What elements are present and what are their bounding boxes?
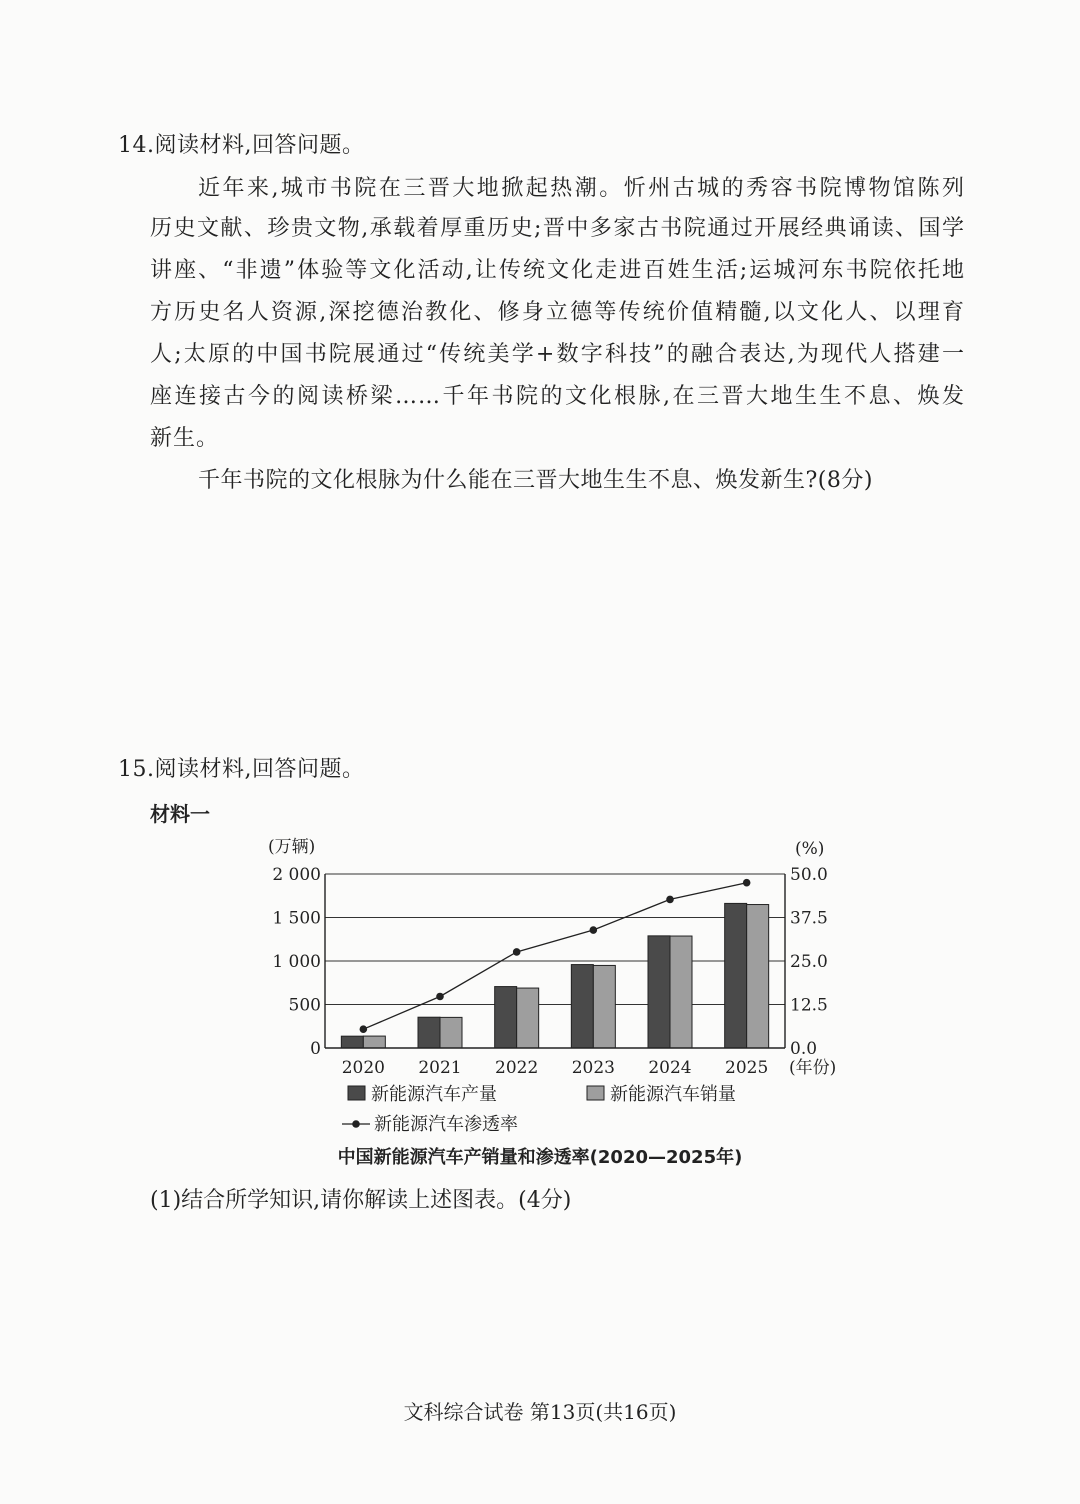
paragraph-line: 新生。 (150, 426, 220, 451)
bar-production (341, 1036, 363, 1048)
y-right-unit: (%) (795, 839, 825, 859)
x-tick-label: 2025 (725, 1058, 769, 1078)
y-right-tick-label: 12.5 (790, 995, 828, 1016)
paragraph-line: 方历史名人资源,深挖德治教化、修身立德等传统价值精髓,以文化人、以理育 (150, 300, 965, 325)
y-left-tick-label: 2 000 (272, 865, 321, 885)
paragraph-line: 近年来,城市书院在三晋大地掀起热潮。忻州古城的秀容书院博物馆陈列 (198, 176, 965, 201)
bar-production (495, 987, 517, 1048)
x-tick-label: 2024 (648, 1058, 692, 1078)
y-left-tick-label: 0 (310, 1039, 321, 1059)
paragraph-line: 讲座、“非遗”体验等文化活动,让传统文化走进百姓生活;运城河东书院依托地 (150, 258, 965, 283)
bar-sales (670, 936, 692, 1048)
y-left-tick-label: 500 (288, 995, 321, 1016)
y-left-tick-label: 1 000 (272, 952, 321, 972)
y-right-tick-label: 37.5 (790, 908, 828, 929)
bar-production (725, 903, 747, 1048)
bar-production (418, 1017, 440, 1048)
legend-swatch-production (348, 1086, 365, 1100)
penetration-point (513, 948, 521, 956)
bar-sales (593, 965, 615, 1048)
legend-swatch-point (352, 1120, 360, 1128)
x-tick-label: 2021 (418, 1058, 462, 1078)
q14-heading: 14.阅读材料,回答问题。 (118, 133, 365, 158)
q14-question: 千年书院的文化根脉为什么能在三晋大地生生不息、焕发新生?(8分) (198, 468, 873, 493)
penetration-point (360, 1025, 368, 1033)
paragraph-line: 座连接古今的阅读桥梁……千年书院的文化根脉,在三晋大地生生不息、焕发 (150, 384, 965, 409)
chart (250, 826, 870, 1142)
bar-sales (517, 988, 539, 1048)
y-left-unit: (万辆) (268, 837, 316, 857)
legend-swatch-sales (587, 1086, 604, 1100)
y-right-tick-label: 50.0 (790, 865, 828, 885)
penetration-point (436, 993, 444, 1001)
sub-question-1: (1)结合所学知识,请你解读上述图表。(4分) (150, 1188, 572, 1213)
material-label: 材料一 (150, 802, 210, 826)
paragraph-line: 人;太原的中国书院展通过“传统美学+数字科技”的融合表达,为现代人搭建一 (150, 342, 965, 367)
x-tick-label: 2020 (341, 1058, 385, 1078)
q15-heading: 15.阅读材料,回答问题。 (118, 757, 365, 782)
penetration-point (590, 926, 598, 934)
bar-sales (440, 1017, 462, 1048)
y-right-tick-label: 0.0 (790, 1039, 818, 1059)
y-left-tick-label: 1 500 (272, 908, 321, 929)
x-unit: (年份) (789, 1058, 837, 1078)
legend-label-sales: 新能源汽车销量 (610, 1084, 736, 1105)
y-right-tick-label: 25.0 (790, 952, 828, 972)
legend-label-production: 新能源汽车产量 (371, 1084, 497, 1105)
bar-sales (747, 905, 769, 1048)
chart-caption: 中国新能源汽车产销量和渗透率(2020—2025年) (337, 1147, 743, 1168)
x-tick-label: 2023 (571, 1058, 615, 1078)
page-footer: 文科综合试卷 第13页(共16页) (403, 1400, 677, 1424)
penetration-point (666, 896, 674, 904)
bar-production (571, 965, 593, 1048)
paragraph-line: 历史文献、珍贵文物,承载着厚重历史;晋中多家古书院通过开展经典诵读、国学 (150, 216, 965, 241)
bar-production (648, 936, 670, 1048)
bar-sales (363, 1036, 385, 1048)
legend-label-penetration: 新能源汽车渗透率 (374, 1114, 518, 1135)
x-tick-label: 2022 (495, 1058, 539, 1078)
penetration-point (743, 879, 751, 887)
